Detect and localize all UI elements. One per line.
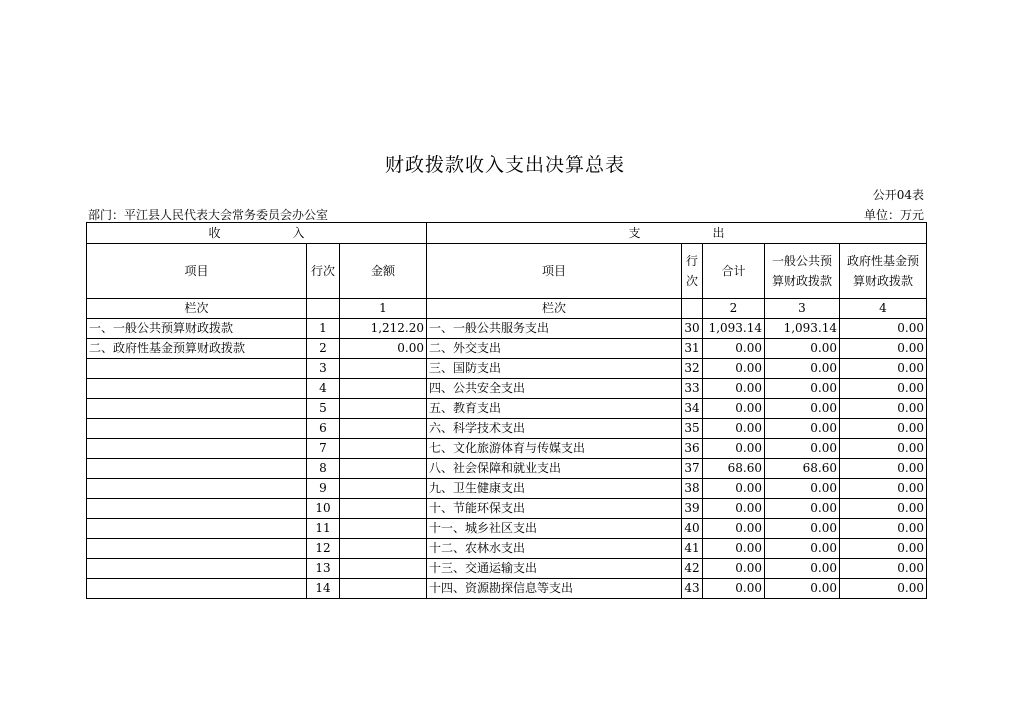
- expense-item-cell: 五、教育支出: [427, 399, 682, 419]
- income-col-label: 栏次: [87, 299, 307, 319]
- income-line-cell: 12: [307, 539, 340, 559]
- total-cell: 0.00: [703, 579, 765, 599]
- income-item-cell: [87, 379, 307, 399]
- expense-item-cell: 一、一般公共服务支出: [427, 319, 682, 339]
- income-col-line-blank: [307, 299, 340, 319]
- total-col-index: 2: [703, 299, 765, 319]
- total-cell: 0.00: [703, 539, 765, 559]
- income-line-cell: 5: [307, 399, 340, 419]
- income-amount-cell: [340, 579, 427, 599]
- table-row: [87, 359, 927, 379]
- expense-item-cell: 七、文化旅游体育与传媒支出: [427, 439, 682, 459]
- general-budget-cell: 0.00: [765, 579, 840, 599]
- form-number: 公开04表: [872, 188, 924, 202]
- fund-budget-cell: 0.00: [840, 359, 927, 379]
- table-row: [87, 439, 927, 459]
- table-row: [87, 459, 927, 479]
- total-cell: 68.60: [703, 459, 765, 479]
- income-item-cell: [87, 419, 307, 439]
- income-item-cell: [87, 459, 307, 479]
- table-row: [87, 319, 927, 339]
- expense-line-cell: 43: [682, 579, 703, 599]
- income-item-cell: [87, 439, 307, 459]
- total-cell: 0.00: [703, 479, 765, 499]
- table-row: [87, 519, 927, 539]
- income-item-cell: [87, 579, 307, 599]
- fund-budget-header: 政府性基金预算财政拨款: [840, 244, 927, 299]
- expense-line-cell: 33: [682, 379, 703, 399]
- income-amount-cell: [340, 559, 427, 579]
- expense-item-cell: 十三、交通运输支出: [427, 559, 682, 579]
- expense-line-cell: 30: [682, 319, 703, 339]
- total-cell: 1,093.14: [703, 319, 765, 339]
- fund-budget-cell: 0.00: [840, 559, 927, 579]
- budget-table: [86, 222, 927, 599]
- general-budget-cell: 1,093.14: [765, 319, 840, 339]
- income-line-cell: 4: [307, 379, 340, 399]
- income-line-header: 行次: [307, 244, 340, 299]
- income-item-cell: [87, 559, 307, 579]
- table-row: [87, 339, 927, 359]
- fund-budget-cell: 0.00: [840, 319, 927, 339]
- general-budget-cell: 0.00: [765, 539, 840, 559]
- income-amount-cell: [340, 359, 427, 379]
- income-amount-cell: 0.00: [340, 339, 427, 359]
- income-amount-cell: 1,212.20: [340, 319, 427, 339]
- expense-line-cell: 40: [682, 519, 703, 539]
- income-item-cell: [87, 499, 307, 519]
- expense-col-line-blank: [682, 299, 703, 319]
- header-row-section: [87, 223, 927, 244]
- table-row: [87, 379, 927, 399]
- fund-budget-cell: 0.00: [840, 499, 927, 519]
- expense-line-cell: 37: [682, 459, 703, 479]
- general-budget-header: 一般公共预算财政拨款: [765, 244, 840, 299]
- fund-budget-cell: 0.00: [840, 399, 927, 419]
- report-title: 财政拨款收入支出决算总表: [384, 154, 625, 176]
- general-budget-cell: 0.00: [765, 399, 840, 419]
- income-line-cell: 8: [307, 459, 340, 479]
- fund-budget-cell: 0.00: [840, 379, 927, 399]
- general-budget-cell: 0.00: [765, 479, 840, 499]
- header-row-index: [87, 299, 927, 319]
- income-amount-cell: [340, 419, 427, 439]
- fund-budget-cell: 0.00: [840, 579, 927, 599]
- income-amount-cell: [340, 379, 427, 399]
- table-row: [87, 479, 927, 499]
- income-item-cell: 一、一般公共预算财政拨款: [87, 319, 307, 339]
- table-row: [87, 579, 927, 599]
- total-cell: 0.00: [703, 339, 765, 359]
- expense-header: 支 出: [427, 223, 927, 244]
- income-line-cell: 1: [307, 319, 340, 339]
- income-line-cell: 9: [307, 479, 340, 499]
- general-col-index: 3: [765, 299, 840, 319]
- total-cell: 0.00: [703, 519, 765, 539]
- general-budget-cell: 0.00: [765, 499, 840, 519]
- department-label: 部门：平江县人民代表大会常务委员会办公室: [88, 208, 329, 222]
- expense-item-header: 项目: [427, 244, 682, 299]
- income-amount-header: 金额: [340, 244, 427, 299]
- income-item-cell: [87, 539, 307, 559]
- table-row: [87, 559, 927, 579]
- expense-line-cell: 38: [682, 479, 703, 499]
- unit-label: 单位：万元: [863, 208, 924, 222]
- expense-col-label: 栏次: [427, 299, 682, 319]
- general-budget-cell: 0.00: [765, 519, 840, 539]
- income-amount-cell: [340, 519, 427, 539]
- fund-col-index: 4: [840, 299, 927, 319]
- income-item-cell: 二、政府性基金预算财政拨款: [87, 339, 307, 359]
- income-item-header: 项目: [87, 244, 307, 299]
- expense-item-cell: 三、国防支出: [427, 359, 682, 379]
- income-item-cell: [87, 359, 307, 379]
- expense-item-cell: 十四、资源勘探信息等支出: [427, 579, 682, 599]
- income-line-cell: 10: [307, 499, 340, 519]
- general-budget-cell: 0.00: [765, 439, 840, 459]
- general-budget-cell: 68.60: [765, 459, 840, 479]
- total-cell: 0.00: [703, 379, 765, 399]
- income-col-index: 1: [340, 299, 427, 319]
- total-cell: 0.00: [703, 439, 765, 459]
- expense-line-header: 行次: [682, 244, 703, 299]
- fund-budget-cell: 0.00: [840, 459, 927, 479]
- income-line-cell: 3: [307, 359, 340, 379]
- total-cell: 0.00: [703, 359, 765, 379]
- fund-budget-cell: 0.00: [840, 339, 927, 359]
- total-cell: 0.00: [703, 499, 765, 519]
- expense-item-cell: 十、节能环保支出: [427, 499, 682, 519]
- general-budget-cell: 0.00: [765, 419, 840, 439]
- expense-line-cell: 41: [682, 539, 703, 559]
- general-budget-cell: 0.00: [765, 559, 840, 579]
- fund-budget-cell: 0.00: [840, 439, 927, 459]
- expense-item-cell: 九、卫生健康支出: [427, 479, 682, 499]
- table-row: [87, 499, 927, 519]
- expense-line-cell: 42: [682, 559, 703, 579]
- total-cell: 0.00: [703, 559, 765, 579]
- income-line-cell: 7: [307, 439, 340, 459]
- table-row: [87, 539, 927, 559]
- expense-item-cell: 八、社会保障和就业支出: [427, 459, 682, 479]
- fund-budget-cell: 0.00: [840, 519, 927, 539]
- total-header: 合计: [703, 244, 765, 299]
- expense-item-cell: 十二、农林水支出: [427, 539, 682, 559]
- expense-line-cell: 34: [682, 399, 703, 419]
- income-amount-cell: [340, 439, 427, 459]
- expense-line-cell: 31: [682, 339, 703, 359]
- total-cell: 0.00: [703, 419, 765, 439]
- expense-line-cell: 35: [682, 419, 703, 439]
- income-amount-cell: [340, 539, 427, 559]
- expense-line-cell: 39: [682, 499, 703, 519]
- fund-budget-cell: 0.00: [840, 539, 927, 559]
- income-header: 收 入: [87, 223, 427, 244]
- fund-budget-cell: 0.00: [840, 479, 927, 499]
- expense-item-cell: 十一、城乡社区支出: [427, 519, 682, 539]
- income-amount-cell: [340, 399, 427, 419]
- fund-budget-cell: 0.00: [840, 419, 927, 439]
- expense-item-cell: 四、公共安全支出: [427, 379, 682, 399]
- header-row-columns: [87, 244, 927, 299]
- income-line-cell: 6: [307, 419, 340, 439]
- income-item-cell: [87, 399, 307, 419]
- expense-line-cell: 32: [682, 359, 703, 379]
- total-cell: 0.00: [703, 399, 765, 419]
- income-item-cell: [87, 479, 307, 499]
- expense-item-cell: 六、科学技术支出: [427, 419, 682, 439]
- income-line-cell: 13: [307, 559, 340, 579]
- general-budget-cell: 0.00: [765, 379, 840, 399]
- expense-line-cell: 36: [682, 439, 703, 459]
- general-budget-cell: 0.00: [765, 339, 840, 359]
- table-row: [87, 419, 927, 439]
- income-item-cell: [87, 519, 307, 539]
- table-row: [87, 399, 927, 419]
- income-amount-cell: [340, 499, 427, 519]
- income-line-cell: 11: [307, 519, 340, 539]
- income-line-cell: 14: [307, 579, 340, 599]
- income-amount-cell: [340, 479, 427, 499]
- expense-item-cell: 二、外交支出: [427, 339, 682, 359]
- general-budget-cell: 0.00: [765, 359, 840, 379]
- income-line-cell: 2: [307, 339, 340, 359]
- income-amount-cell: [340, 459, 427, 479]
